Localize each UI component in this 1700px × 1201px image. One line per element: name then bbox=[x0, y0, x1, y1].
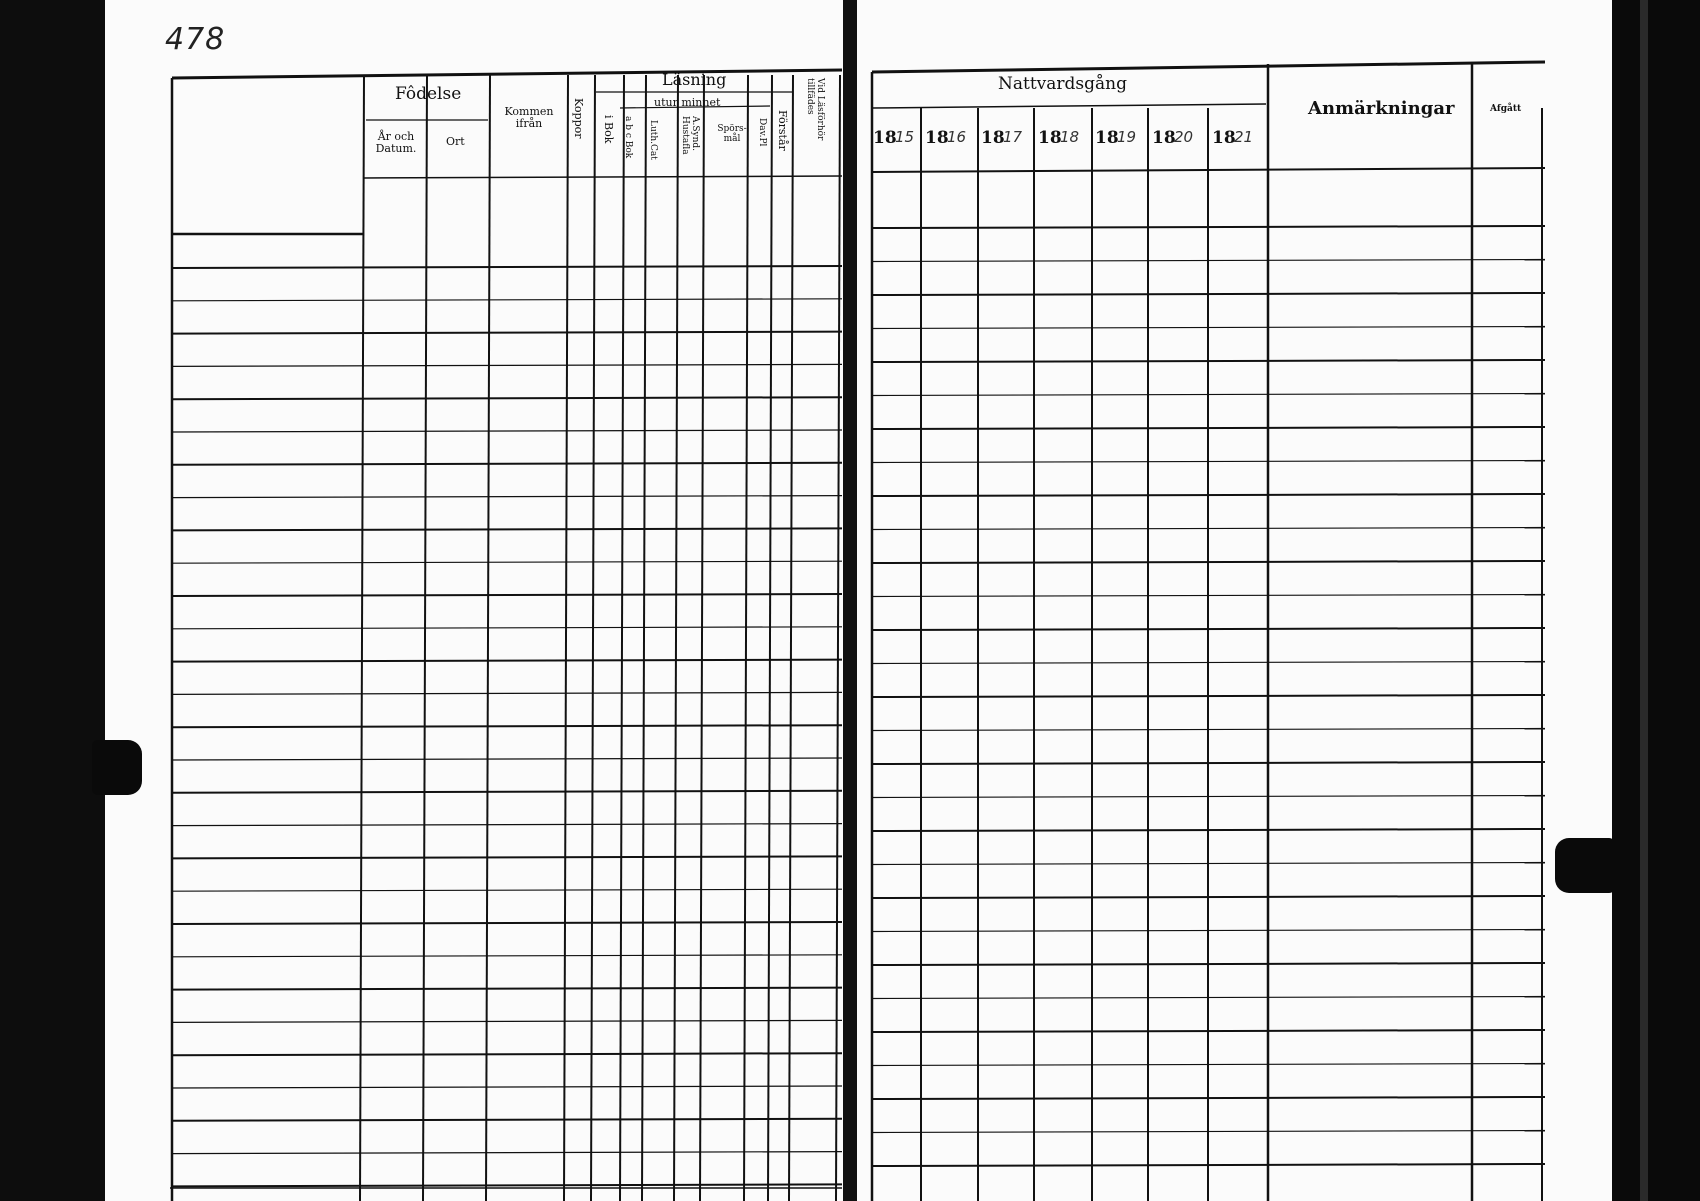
left-row-rule bbox=[172, 988, 842, 990]
left-column-rule bbox=[768, 75, 772, 1201]
right-row-rule bbox=[872, 829, 1545, 831]
left-row-rule bbox=[172, 397, 842, 399]
left-row-rule bbox=[172, 922, 842, 924]
header-nattvardsgang: Nattvardsgång bbox=[998, 74, 1127, 94]
left-row-rule bbox=[172, 660, 842, 662]
year-header-printed: 18 bbox=[925, 128, 949, 148]
left-row-rule bbox=[172, 1053, 842, 1055]
right-row-rule bbox=[872, 762, 1545, 764]
left-row-rule bbox=[172, 332, 842, 334]
left-row-rule bbox=[172, 266, 842, 268]
left-row-rule bbox=[172, 594, 842, 596]
right-row-rule bbox=[872, 360, 1545, 362]
year-header-handwritten: 15 bbox=[895, 128, 915, 146]
left-row-rule bbox=[172, 528, 842, 530]
right-row-rule bbox=[872, 628, 1545, 630]
header-vid-lasforhor: Vid Läsförhör tillfädes bbox=[805, 78, 825, 141]
year-header-handwritten: 20 bbox=[1174, 128, 1194, 146]
left-row-rule bbox=[172, 955, 842, 957]
left-row-rule bbox=[172, 1119, 842, 1121]
left-row-rule bbox=[172, 856, 842, 858]
left-column-rule bbox=[564, 75, 568, 1201]
right-row-rule bbox=[872, 963, 1545, 965]
header-anmarkningar: Anmärkningar bbox=[1308, 98, 1455, 119]
left-top-rule bbox=[172, 70, 842, 78]
year-header-printed: 18 bbox=[1212, 128, 1236, 148]
year-header-printed: 18 bbox=[1095, 128, 1119, 148]
left-row-rule bbox=[172, 561, 842, 563]
right-row-rule bbox=[872, 1097, 1545, 1099]
left-row-rule bbox=[172, 758, 842, 760]
header-afgatt: Afgått bbox=[1490, 104, 1522, 114]
year-header-handwritten: 18 bbox=[1060, 128, 1080, 146]
left-row-rule bbox=[172, 430, 842, 432]
header-ar-och-datum: År och Datum. bbox=[375, 130, 417, 155]
left-row-rule bbox=[172, 824, 842, 826]
left-row-rule bbox=[172, 299, 842, 301]
page-number: 478 bbox=[165, 22, 226, 57]
year-header-handwritten: 16 bbox=[947, 128, 967, 146]
header-kommen-ifran: Kommen ifrån bbox=[504, 105, 554, 130]
left-row-rule bbox=[172, 1152, 842, 1154]
left-column-rule bbox=[744, 75, 748, 1201]
left-row-rule bbox=[172, 1086, 842, 1088]
year-header-printed: 18 bbox=[1152, 128, 1176, 148]
left-column-rule bbox=[789, 75, 793, 1201]
year-header-handwritten: 17 bbox=[1003, 128, 1023, 146]
header-sporsmal: Spörs-mål bbox=[717, 124, 747, 144]
nattvard-sub-rule bbox=[872, 104, 1266, 108]
left-row-rule bbox=[172, 791, 842, 793]
left-row-rule bbox=[172, 692, 842, 694]
right-row-rule bbox=[872, 896, 1545, 898]
left-column-rule bbox=[620, 75, 624, 1201]
header-dav-pl: Dav.Pl bbox=[757, 118, 767, 147]
left-row-rule bbox=[172, 1184, 842, 1186]
right-row-rule bbox=[872, 1030, 1545, 1032]
right-row-rule bbox=[872, 427, 1545, 429]
right-top-rule bbox=[872, 62, 1545, 72]
header-bottom-rule bbox=[364, 176, 842, 178]
year-header-printed: 18 bbox=[981, 128, 1005, 148]
left-row-rule bbox=[172, 725, 842, 727]
right-row-rule bbox=[872, 1164, 1545, 1166]
year-header-printed: 18 bbox=[873, 128, 897, 148]
left-column-rule bbox=[836, 75, 840, 1201]
header-fodelse: Fôdelse bbox=[395, 84, 462, 104]
left-column-rule bbox=[591, 75, 595, 1201]
left-column-rule bbox=[674, 75, 678, 1201]
right-row-rule bbox=[872, 695, 1545, 697]
left-column-rule bbox=[423, 75, 427, 1201]
header-luth-cat: Luth.Cat bbox=[648, 120, 658, 160]
left-row-rule bbox=[172, 1020, 842, 1022]
left-row-rule bbox=[172, 889, 842, 891]
year-header-handwritten: 19 bbox=[1117, 128, 1137, 146]
right-row-rule bbox=[872, 293, 1545, 295]
header-lasning: Läsning bbox=[662, 70, 727, 89]
right-row-rule bbox=[872, 561, 1545, 563]
right-row-rule bbox=[872, 494, 1545, 496]
left-column-rule bbox=[486, 75, 490, 1201]
header-koppor: Koppor bbox=[572, 98, 585, 139]
header-i-bok: i Bok bbox=[602, 115, 615, 144]
year-header-printed: 18 bbox=[1038, 128, 1062, 148]
right-row-rule bbox=[872, 226, 1545, 228]
left-row-rule bbox=[172, 496, 842, 498]
header-a-synd-hustafla: A.Synd. Hustafla bbox=[680, 116, 700, 155]
left-row-rule bbox=[172, 364, 842, 366]
left-row-rule bbox=[172, 463, 842, 465]
year-header-handwritten: 21 bbox=[1234, 128, 1254, 146]
header-forstar: Förstår bbox=[776, 110, 789, 151]
left-column-rule bbox=[700, 75, 704, 1201]
header-ort: Ort bbox=[446, 135, 465, 148]
left-column-rule bbox=[642, 75, 646, 1201]
left-row-rule bbox=[172, 627, 842, 629]
left-column-rule bbox=[360, 75, 364, 1201]
header-utur-minnet: utur minnet bbox=[654, 96, 721, 109]
header-abc-bok: a b c Bok bbox=[623, 116, 633, 159]
